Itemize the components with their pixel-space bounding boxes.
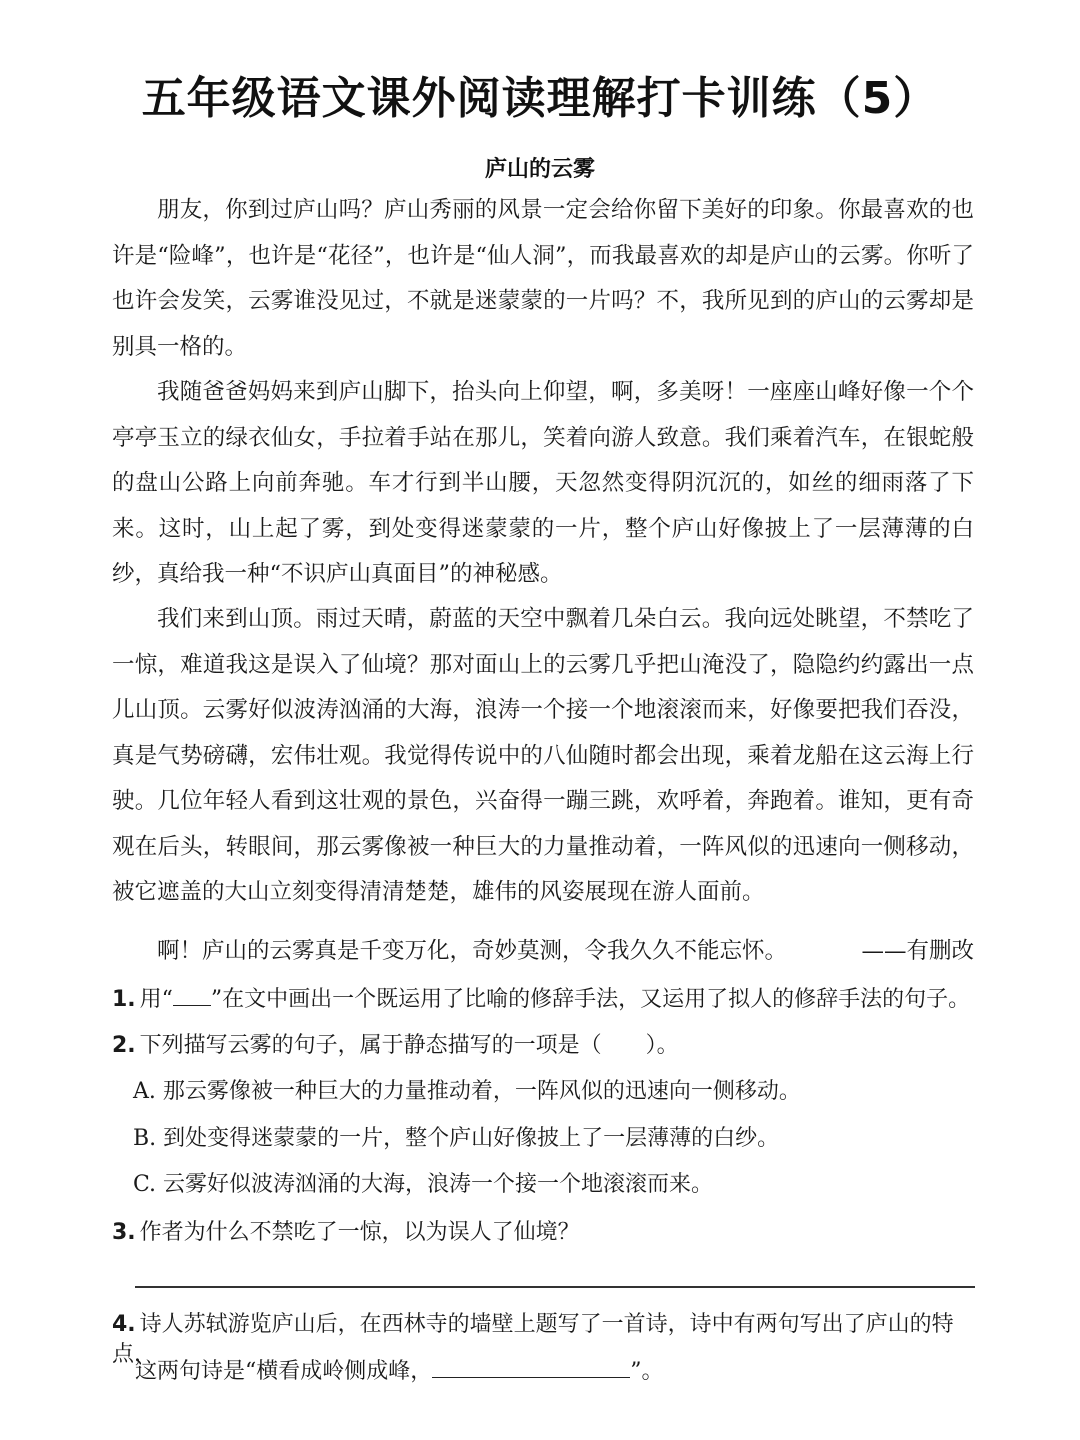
passage-title: 庐山的云雾 [484, 157, 595, 182]
question-2-text: 下列描写云雾的句子，属于静态描写的一项是（ ）。 [139, 1033, 679, 1058]
passage-paragraph-3: 我们来到山顶。雨过天晴，蔚蓝的天空中飘着几朵白云。我向远处眺望，不禁吃了一惊，难道我这是误入了仙境？那对面山上的云雾几乎把山淹没了，隐隐约约露出一点儿山顶。云雾好似波涛汹涌的大海，浪涛一个接一个地滚滚而来，好像要把我们吞没，真是气势磅礴，宏伟壮观。我觉得传说中的八仙随时都会出现，乘着龙船在这云海上行驶。几位年轻人看到这壮观的景色，兴奋得一蹦三跳，欢呼着，奔跑着。谁知，更有奇观在后头，转眼间，那云雾像被一种巨大的力量推动着，一阵风似的迅速向一侧移动，被它遮盖的大山立刻变得清清楚楚，雄伟的风姿展现在游人面前。 [112, 606, 974, 905]
question-2-option-a: A. 那云雾像被一种巨大的力量推动着，一阵风似的迅速向一侧移动。 [133, 1079, 801, 1104]
question-3-text: 作者为什么不禁吃了一惊，以为误人了仙境？ [139, 1220, 580, 1245]
question-3-answer-line[interactable] [135, 1286, 975, 1288]
question-2-option-c: C. 云雾好似波涛汹涌的大海，浪涛一个接一个地滚滚而来。 [133, 1172, 714, 1197]
passage-paragraph-4-row [112, 929, 974, 975]
question-4-number: 4. [112, 1312, 136, 1337]
question-4-text-after-blank: ”。 [630, 1359, 664, 1384]
question-2-number: 2. [112, 1033, 136, 1058]
passage-paragraph-4: 啊！庐山的云雾真是千变万化，奇妙莫测，令我久久不能忘怀。 [157, 938, 788, 964]
worksheet-title: 五年级语文课外阅读理解打卡训练（5） [141, 73, 939, 124]
question-4-text: 诗人苏轼游览庐山后，在西林寺的墙壁上题写了一首诗，诗中有两句写出了庐山的特点， [112, 1312, 954, 1367]
passage-paragraph-1: 朋友，你到过庐山吗？庐山秀丽的风景一定会给你留下美好的印象。你最喜欢的也许是“险峰”，也许是“花径”，也许是“仙人洞”，而我最喜欢的却是庐山的云雾。你听了也许会发笑，云雾谁没见过，不就是迷蒙蒙的一片吗？不，我所见到的庐山的云雾却是别具一格的。 [112, 197, 974, 360]
question-3-number: 3. [112, 1220, 136, 1245]
question-4-text-before-blank: 这两句诗是“横看成岭侧成峰， [135, 1359, 433, 1384]
passage-credit: ——有删改 [861, 938, 974, 964]
question-1-underline-sample [173, 987, 211, 1006]
question-1 [112, 985, 982, 1015]
question-2 [112, 1031, 982, 1061]
question-4-line-2 [135, 1357, 664, 1387]
passage-paragraph-2: 我随爸爸妈妈来到庐山脚下，抬头向上仰望，啊，多美呀！一座座山峰好像一个个亭亭玉立的绿衣仙女，手拉着手站在那儿，笑着向游人致意。我们乘着汽车，在银蛇般的盘山公路上向前奔驰。车才行到半山腰，天忽然变得阴沉沉的，如丝的细雨落了下来。这时，山上起了雾，到处变得迷蒙蒙的一片，整个庐山好像披上了一层薄薄的白纱，真给我一种“不识庐山真面目”的神秘感。 [112, 379, 974, 587]
question-3 [112, 1218, 982, 1248]
question-2-option-b: B. 到处变得迷蒙蒙的一片，整个庐山好像披上了一层薄薄的白纱。 [133, 1126, 780, 1151]
question-1-text-before: 用“ [139, 987, 173, 1012]
question-1-number: 1. [112, 987, 136, 1012]
question-4-answer-blank[interactable] [432, 1359, 630, 1378]
question-1-text-after: ”在文中画出一个既运用了比喻的修辞手法，又运用了拟人的修辞手法的句子。 [210, 987, 971, 1012]
